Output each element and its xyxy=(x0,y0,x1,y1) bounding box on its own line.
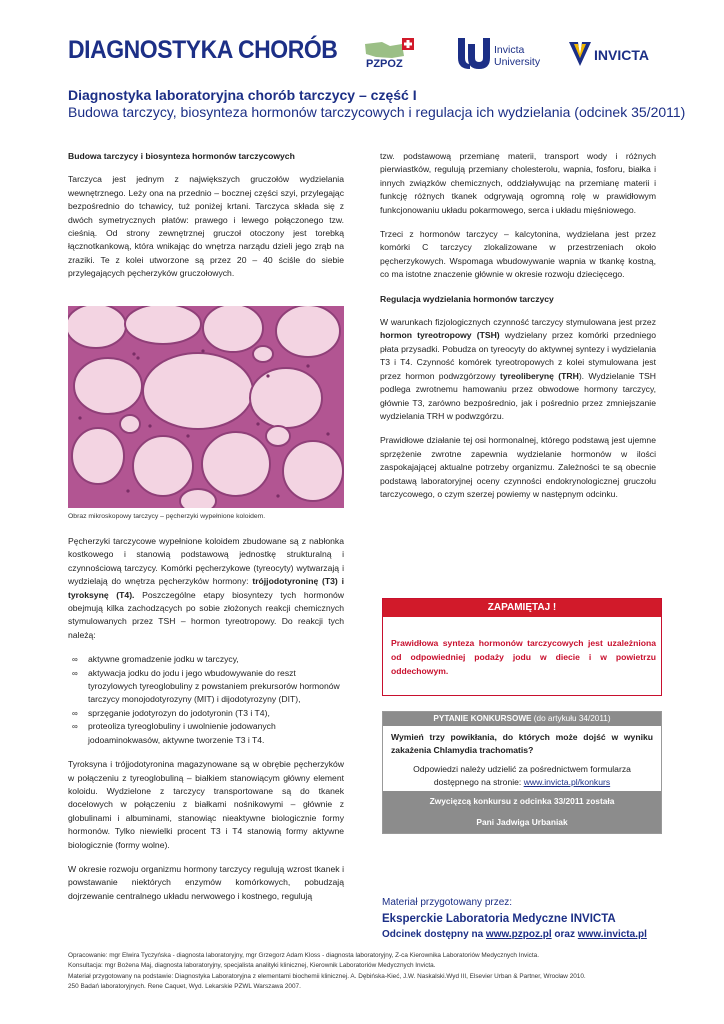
paragraph-storage: Tyroksyna i trójjodotyronina magazynowane są w obrębie pęcherzyków w połączeniu z tyreoglobuliną – białkiem stanowiącym główny element koloidu. Wydzielone z tarczycy transportowane są do tkanek docelowych w połączeniu z białkami nośnikowymi – głównie z globulinami i albuminami, stanowiąc nieaktywne biologicznie formy hormonów. Tylko niewielki procent T3 i T4 stanowią formy aktywne biologicznie (formy wolne). xyxy=(68,759,344,850)
follicles-text-a: Pęcherzyki tarczycowe wypełnione koloidem zbudowane są z nabłonka kostkowego i stanowią podstawową jednostkę strukturalną i czynnościową tarczycy. Komórki pęcherzykowe (tyreocyty) wytwarzają i wydzielają do wnętrza pęcherzyków hormony: xyxy=(68,536,344,587)
material-lab-name: Eksperckie Laboratoria Medyczne INVICTA xyxy=(382,913,616,925)
paragraph-development: W okresie rozwoju organizmu hormony tarczycy regulują wzrost tkanek i powstawanie niektórych enzymów komórkowych, pobudzają dojrzewanie centralnego układu nerwowego i kostnego, regulują xyxy=(68,863,344,901)
contest-header-bold: PYTANIE KONKURSOWE xyxy=(433,714,532,723)
svg-text:INVICTA: INVICTA xyxy=(594,47,649,63)
paragraph-calcitonin: Trzeci z hormonów tarczycy – kalcytonina, wydzielana jest przez komórki C tarczycy zlokalizowane w przestrzeniach około pęcherzykowych. Wspomaga wbudowywanie wapnia w tkankę kostną, co ma istotne znaczenie głównie w okresie rozwoju dziecięcego. xyxy=(380,229,656,280)
tsh-text-bold: hormon tyreotropowy (TSH) xyxy=(380,330,500,341)
contest-header xyxy=(383,712,661,726)
invicta-logo xyxy=(568,38,658,68)
section-heading-regulation: Regulacja wydzielania hormonów tarczycy xyxy=(380,293,554,304)
contest-header-rest: (do artykułu 34/2011) xyxy=(531,714,611,723)
list-item: ∞ aktywacja jodku do jodu i jego wbudowywanie do reszt tyrozylowych tyreoglobuliny z powstaniem prekursorów hormonów tarczycy monojodotyrozyny (MIT) i dijodotyrozyny (DIT), xyxy=(68,667,344,707)
article-subtitle: Budowa tarczycy, biosynteza hormonów tarczycowych i regulacja ich wydzielania (odcinek 35/2011) xyxy=(68,104,686,120)
paragraph-metabolism: tzw. podstawową przemianę materii, transport wody i różnych pierwiastków, regulują przemiany cholesterolu, wapnia, fosforu, białka i innych związków chemicznych, oddziaływując na przemianę materii i funkcję różnych tkanek odgrywają ogromną rolę w prawidłowym funkcjonowaniu układu pokarmowego, serca i układu mięśniowego. xyxy=(380,151,656,215)
winner-line1: Zwycięzcą konkursu z odcinka 33/2011 została xyxy=(429,796,615,806)
section-heading-structure: Budowa tarczycy i biosynteza hormonów tarczycowych xyxy=(68,151,295,161)
contest-box xyxy=(382,711,662,834)
paragraph-tsh xyxy=(380,316,656,423)
tsh-text-a: W warunkach fizjologicznych czynność tarczycy stymulowana jest przez xyxy=(380,317,656,328)
material-mid: oraz xyxy=(551,929,578,940)
invicta-university-logo xyxy=(456,36,546,70)
footer-notes xyxy=(68,951,668,992)
microscope-thyroid-image xyxy=(68,306,344,508)
footer-line: 250 Badań laboratoryjnych. Rene Caquet, Wyd. Lekarskie PZWL Warszawa 2007. xyxy=(68,982,301,990)
remember-header: ZAPAMIĘTAJ ! xyxy=(383,599,661,617)
list-item: ∞ aktywne gromadzenie jodku w tarczycy, xyxy=(68,653,344,666)
pzpoz-logo xyxy=(362,36,417,70)
trh-text-bold: tyreoliberynę (TRH xyxy=(499,370,579,381)
follicles-text-c: Poszczególne etapy biosyntezy tych hormonów obejmują kilka zachodzących po sobie złożonych reakcji chemicznych stymulowanych przez TSH – hormon tyreotropowy. Do reakcji tych należą: xyxy=(68,589,344,640)
left-column-bottom xyxy=(68,535,344,914)
footer-line: Konsultacja: mgr Bożena Maj, diagnosta laboratoryjny, specjalista analityki klinicznej, Kierownik Laboratoriów Medycznych Invicta. xyxy=(68,962,436,970)
contest-link[interactable]: www.invicta.pl/konkurs xyxy=(523,777,611,787)
svg-text:Invicta: Invicta xyxy=(494,44,525,56)
remember-box xyxy=(382,598,662,696)
list-item: ∞ sprzęganie jodotyrozyn do jodotyronin (T3 i T4), xyxy=(68,707,344,720)
paragraph-thyroid-intro: Tarczyca jest jednym z największych gruczołów wydzielania wewnętrznego. Leży ona na przednio – bocznej części szyi, przylegając bezpośrednio do tchawicy, tuż poniżej krtani. Tarczyca składa się z dwóch symetrycznych płatów: prawego i lewego połączonego tzw. cieśnią. Od strony zewnętrznej gruczoł otoczony jest torebką łącznotkankową, która wnikając do wnętrza narządu dzieli jego zrąb na zraziki. Te z kolei utworzone są przez 20 – 40 ściśle do siebie przylegających pęcherzyków gruczołowych. xyxy=(68,174,344,279)
material-line1: Materiał przygotowany przez: xyxy=(382,897,513,908)
contest-winner xyxy=(383,791,661,833)
contest-answer xyxy=(383,757,661,789)
reaction-list xyxy=(68,653,344,747)
footer-line: Opracowanie: mgr Elwira Tyczyńska - diagnosta laboratoryjny, mgr Grzegorz Adam Kloss - diagnosta laboratoryjny, Z-ca Kierownika Laboratoriów Medycznych Invicta. xyxy=(68,952,539,959)
image-caption: Obraz mikroskopowy tarczycy – pęcherzyki wypełnione koloidem. xyxy=(68,513,266,520)
invicta-link[interactable]: www.invicta.pl xyxy=(577,929,647,940)
material-pre: Odcinek dostępny na xyxy=(382,929,486,940)
contest-question: Wymień trzy powikłania, do których może dojść w wyniku zakażenia Chlamydia trachomatis? xyxy=(391,732,653,755)
paragraph-follicles xyxy=(68,535,344,642)
article-title: Diagnostyka laboratoryjna chorób tarczycy – część I xyxy=(68,87,417,103)
left-column-top xyxy=(68,150,344,292)
remember-text: Prawidłowa synteza hormonów tarczycowych jest uzależniona od odpowiedniej podaży jodu w diecie i w powietrzu oddechowym. xyxy=(391,638,656,676)
paragraph-feedback: Prawidłowe działanie tej osi hormonalnej, którego podstawą jest ujemne sprzężenie zwrotne zapewnia wydzielanie hormonów w ilości zaspokajającej aktualne potrzeby organizmu. Zależności te są obecnie podstawą laboratoryjnej oceny czynności endokrynologicznej gruczołu tarczycowego, o czym szerzej powiemy w następnym odcinku. xyxy=(380,435,656,499)
page-title: DIAGNOSTYKA CHORÓB xyxy=(68,36,338,64)
pzpoz-link[interactable]: www.pzpoz.pl xyxy=(485,929,552,940)
tsh-text-c: wydzielany przez komórki przedniego płata przysadki. Pobudza on tyreocyty do aktywnej syntezy i wydzielania T3 i T4. Czynność komórek tyreotropowych z kolei stymulowana jest przez hormon podwzgórzowy xyxy=(380,330,656,381)
material-credits xyxy=(382,895,682,943)
contest-answer-text: Odpowiedzi należy udzielić za pośrednictwem formularza dostępnego na stronie: xyxy=(413,764,631,787)
footer-line: Materiał przygotowany na podstawie: Diagnostyka Laboratoryjna z elementami biochemii klinicznej. A. Dębińska-Kieć, J.W. Naskalski.Wyd III, Elsevier Urban & Partner, Wrocław 2010. xyxy=(68,972,586,980)
tsh-text-e: ). Wydzielanie TSH podlega zwrotnemu hamowaniu przez obwodowe hormony tarczycy, głównie T3, zarówno bezpośrednio, jak i pośrednio przez zmniejszanie wydzielania TRH w podwzgórzu. xyxy=(380,370,656,421)
right-column xyxy=(380,150,656,512)
material-links xyxy=(382,927,682,943)
svg-text:University: University xyxy=(494,56,541,68)
list-item: ∞ proteoliza tyreoglobuliny i uwolnienie jodowanych jodoaminokwasów, aktywne tworzenie T3 i T4. xyxy=(68,720,344,747)
follicles-text-bold: trójjodotyroninę (T3) i tyroksynę (T4). xyxy=(68,576,344,600)
svg-text:PZPOZ: PZPOZ xyxy=(366,58,403,70)
winner-line2: Pani Jadwiga Urbaniak xyxy=(476,817,568,827)
